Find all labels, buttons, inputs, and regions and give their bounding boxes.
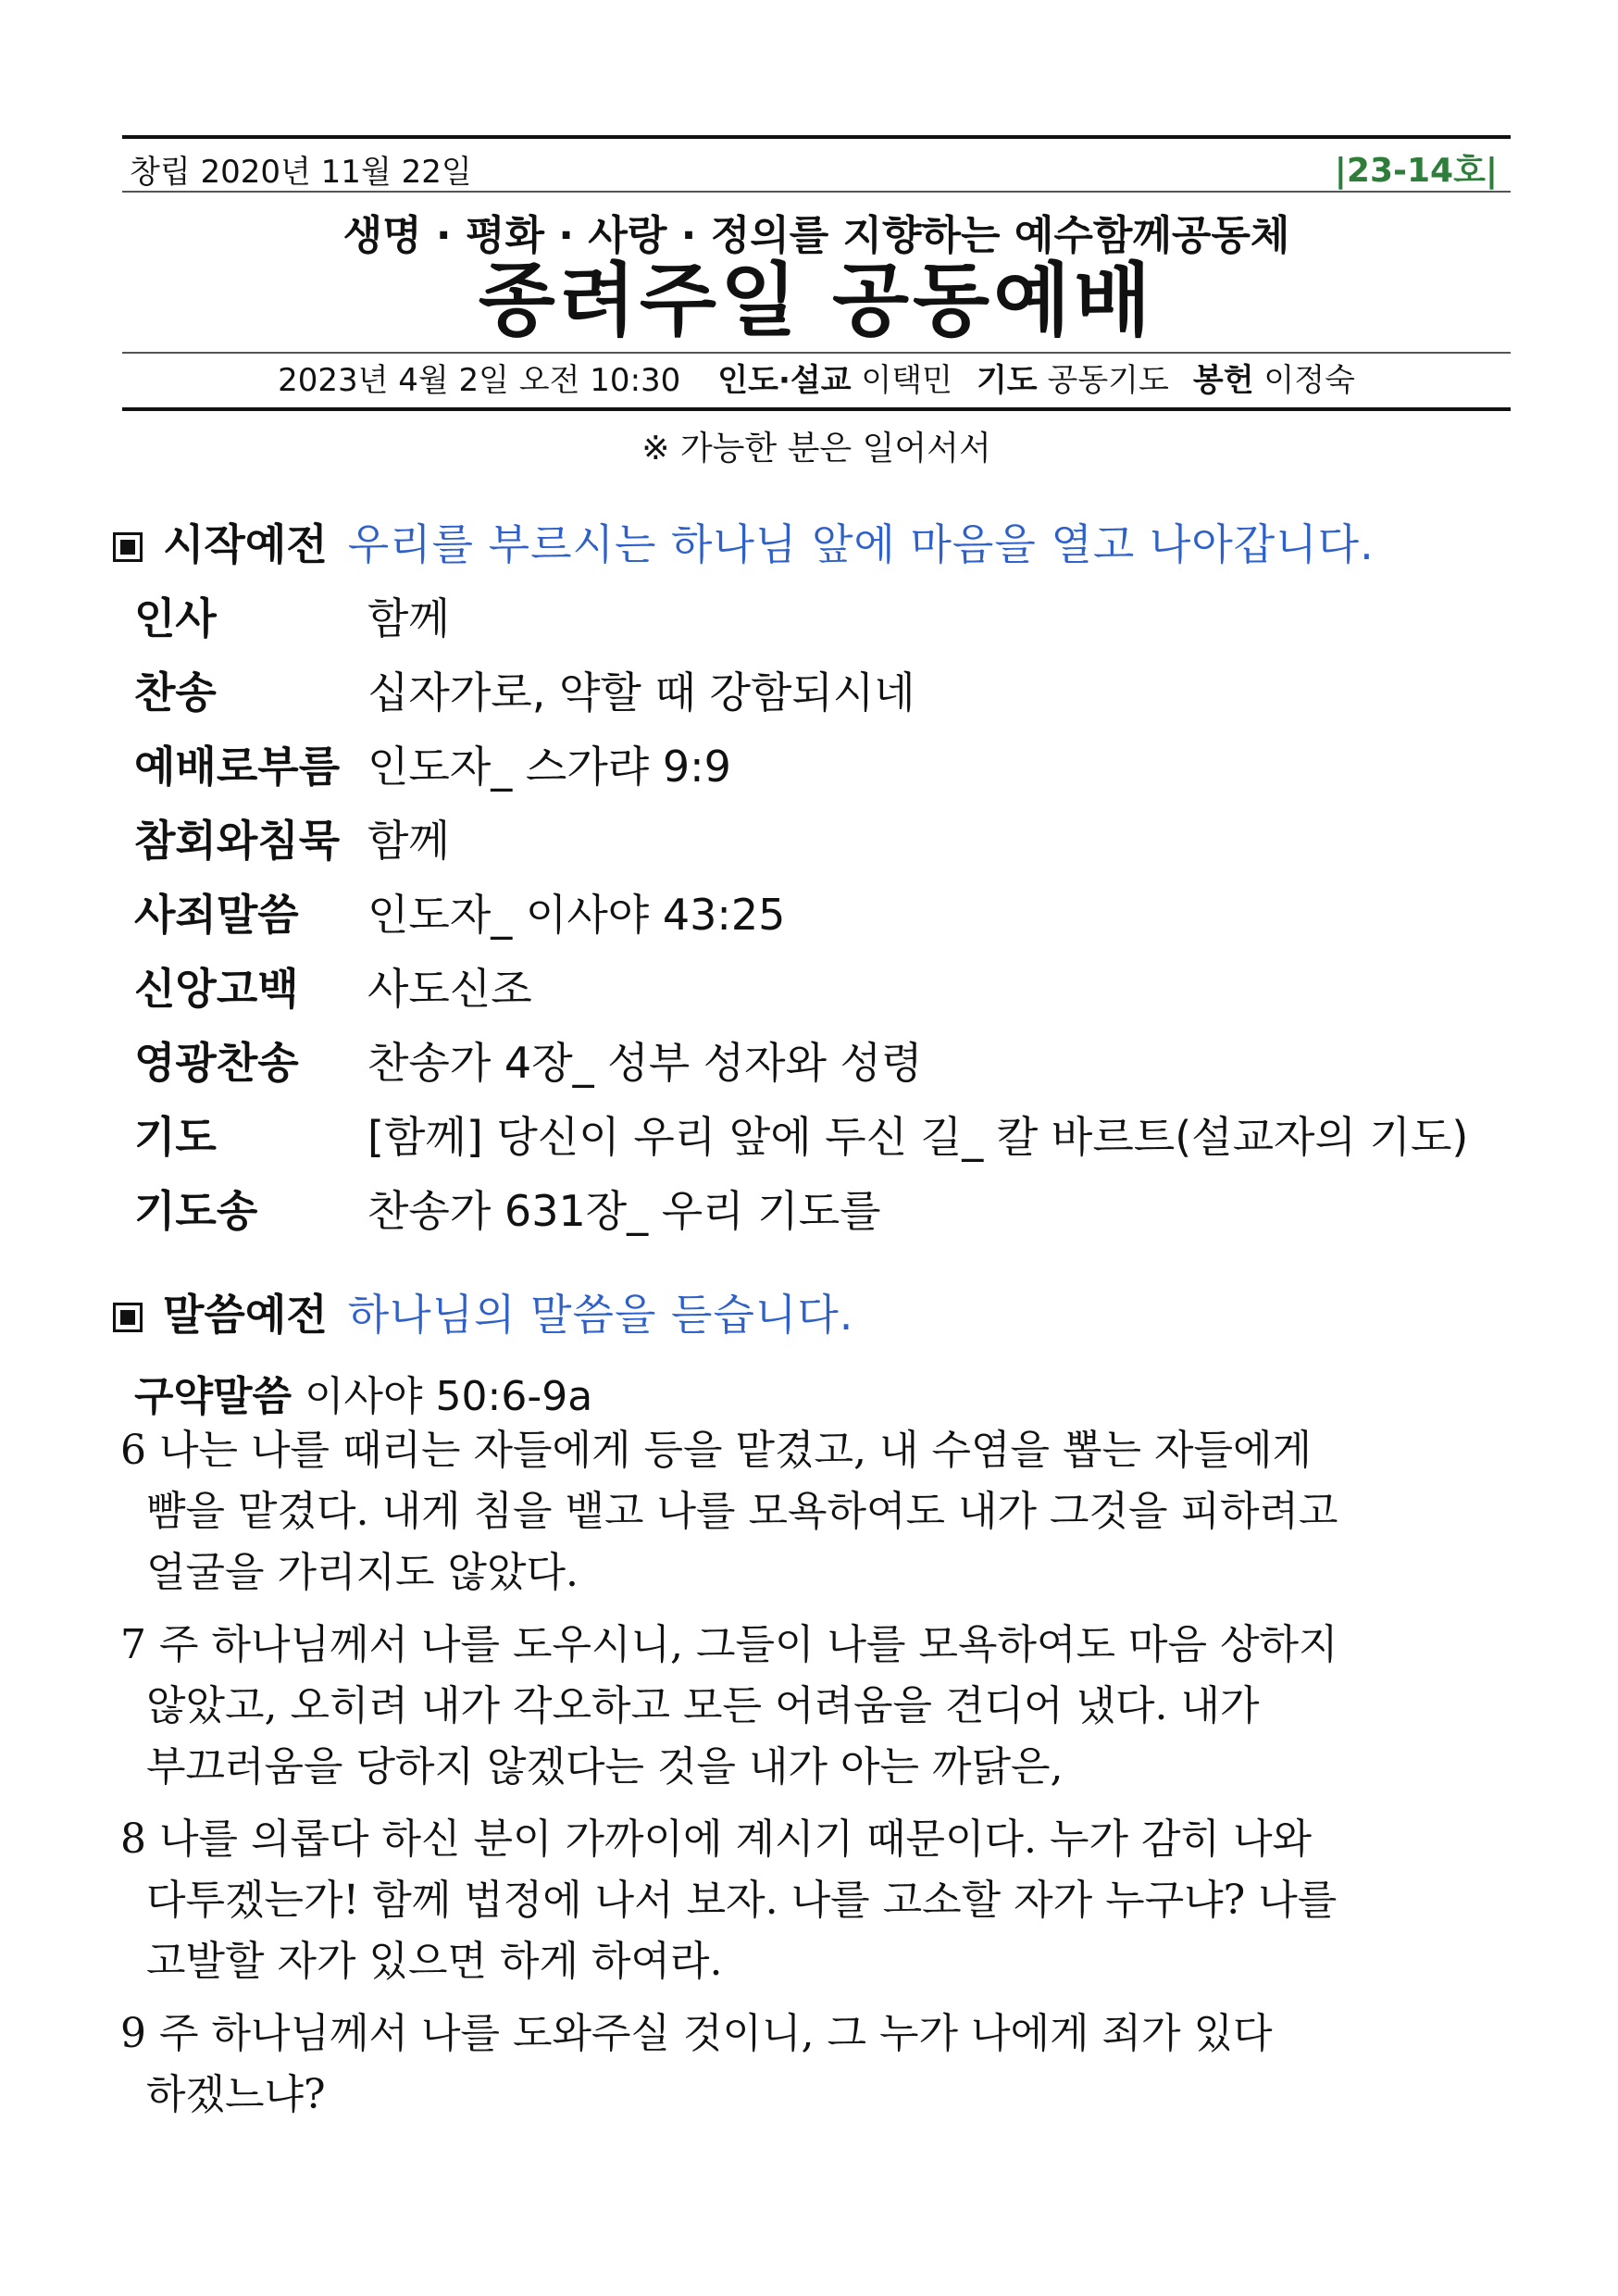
service-datetime: 2023년 4월 2일 오전 10:30 bbox=[278, 362, 681, 399]
prayer-value: 공동기도 bbox=[1047, 362, 1169, 399]
verse bbox=[120, 1809, 1490, 1992]
verse-line: 하겠느냐? bbox=[146, 2071, 326, 2118]
order-item-label: 사죄말씀 bbox=[134, 890, 299, 940]
order-item-label: 예배로부름 bbox=[134, 742, 341, 792]
order-item-value: 인도자_ 스가랴 9:9 bbox=[367, 742, 731, 792]
order-item-value: 함께 bbox=[367, 593, 450, 643]
verse-number: 7 bbox=[120, 1621, 146, 1668]
verse-number: 6 bbox=[120, 1427, 146, 1474]
order-item-value: 사도신조 bbox=[367, 964, 532, 1014]
verse-line: 부끄러움을 당하지 않겠다는 것을 내가 아는 까닭은, bbox=[146, 1743, 1064, 1791]
service-info-bar bbox=[122, 352, 1511, 411]
order-item-label: 기도 bbox=[134, 1112, 217, 1162]
section-name: 시작예전 bbox=[163, 519, 328, 569]
order-item-value: 함께 bbox=[367, 816, 450, 866]
prayer-label: 기도 bbox=[976, 362, 1038, 399]
order-item-value: 찬송가 631장_ 우리 기도를 bbox=[367, 1186, 881, 1236]
masthead-bar bbox=[122, 135, 1511, 193]
verse-number: 8 bbox=[120, 1816, 146, 1863]
verse-number: 9 bbox=[120, 2010, 146, 2057]
reading-label: 구약말씀 bbox=[134, 1373, 292, 1420]
community-motto: 생명 · 평화 · 사랑 · 정의를 지향하는 예수함께공동체 bbox=[342, 212, 1290, 259]
verse-line: 고발할 자가 있으면 하게 하여라. bbox=[146, 1938, 723, 1985]
section-description: 우리를 부르시는 하나님 앞에 마음을 열고 나아갑니다. bbox=[347, 519, 1375, 569]
verse-line: 주 하나님께서 나를 도와주실 것이니, 그 누가 나에게 죄가 있다 bbox=[159, 2010, 1273, 2057]
order-item-label: 참회와침묵 bbox=[134, 816, 341, 866]
reading-reference: 이사야 50:6-9a bbox=[305, 1373, 593, 1420]
section-header-word bbox=[113, 1281, 853, 1342]
verse-line: 다투겠는가! 함께 법정에 나서 보자. 나를 고소할 자가 누구냐? 나를 bbox=[146, 1877, 1338, 1924]
leader-name: 이택민 bbox=[861, 362, 952, 399]
order-item-label: 찬송 bbox=[134, 668, 217, 718]
verse-line: 주 하나님께서 나를 도우시니, 그들이 나를 모욕하여도 마음 상하지 bbox=[159, 1621, 1338, 1668]
order-item-label: 인사 bbox=[134, 593, 217, 643]
issue-number: |23-14호| bbox=[1334, 152, 1498, 190]
verse bbox=[120, 1615, 1490, 1798]
order-item-value: 인도자_ 이사야 43:25 bbox=[367, 890, 786, 940]
section-description: 하나님의 말씀을 듣습니다. bbox=[347, 1290, 854, 1340]
order-item-label: 기도송 bbox=[134, 1186, 258, 1236]
verse bbox=[120, 1420, 1490, 1603]
standing-note: ※ 가능한 분은 일어서서 bbox=[641, 430, 991, 468]
order-item-label: 영광찬송 bbox=[134, 1038, 299, 1088]
leader-label: 인도·설교 bbox=[717, 362, 852, 399]
square-bullet-icon bbox=[113, 532, 143, 562]
verse-line: 나를 의롭다 하신 분이 가까이에 계시기 때문이다. 누가 감히 나와 bbox=[159, 1816, 1312, 1863]
verse-line: 뺨을 맡겼다. 내게 침을 뱉고 나를 모욕하여도 내가 그것을 피하려고 bbox=[146, 1488, 1338, 1535]
section-name: 말씀예전 bbox=[163, 1290, 328, 1340]
verse-line: 나는 나를 때리는 자들에게 등을 맡겼고, 내 수염을 뽑는 자들에게 bbox=[159, 1427, 1312, 1474]
offering-name: 이정숙 bbox=[1263, 362, 1355, 399]
order-item-value: 찬송가 4장_ 성부 성자와 성령 bbox=[367, 1038, 923, 1088]
square-bullet-icon bbox=[113, 1303, 143, 1332]
offering-label: 봉헌 bbox=[1192, 362, 1254, 399]
reading-heading bbox=[134, 1363, 592, 1422]
section-header-opening bbox=[113, 511, 1375, 572]
verse bbox=[120, 2003, 1490, 2126]
order-item-label: 신앙고백 bbox=[134, 964, 299, 1014]
verse-line: 않았고, 오히려 내가 각오하고 모든 어려움을 견디어 냈다. 내가 bbox=[146, 1682, 1260, 1729]
order-item-value: [함께] 당신이 우리 앞에 두신 길_ 칼 바르트(설교자의 기도) bbox=[367, 1112, 1469, 1162]
order-item-value: 십자가로, 약할 때 강함되시네 bbox=[367, 668, 915, 718]
verse-line: 얼굴을 가리지도 않았다. bbox=[146, 1549, 579, 1596]
founding-date: 창립 2020년 11월 22일 bbox=[130, 154, 472, 191]
page-title: 종려주일 공동예배 bbox=[478, 255, 1155, 347]
